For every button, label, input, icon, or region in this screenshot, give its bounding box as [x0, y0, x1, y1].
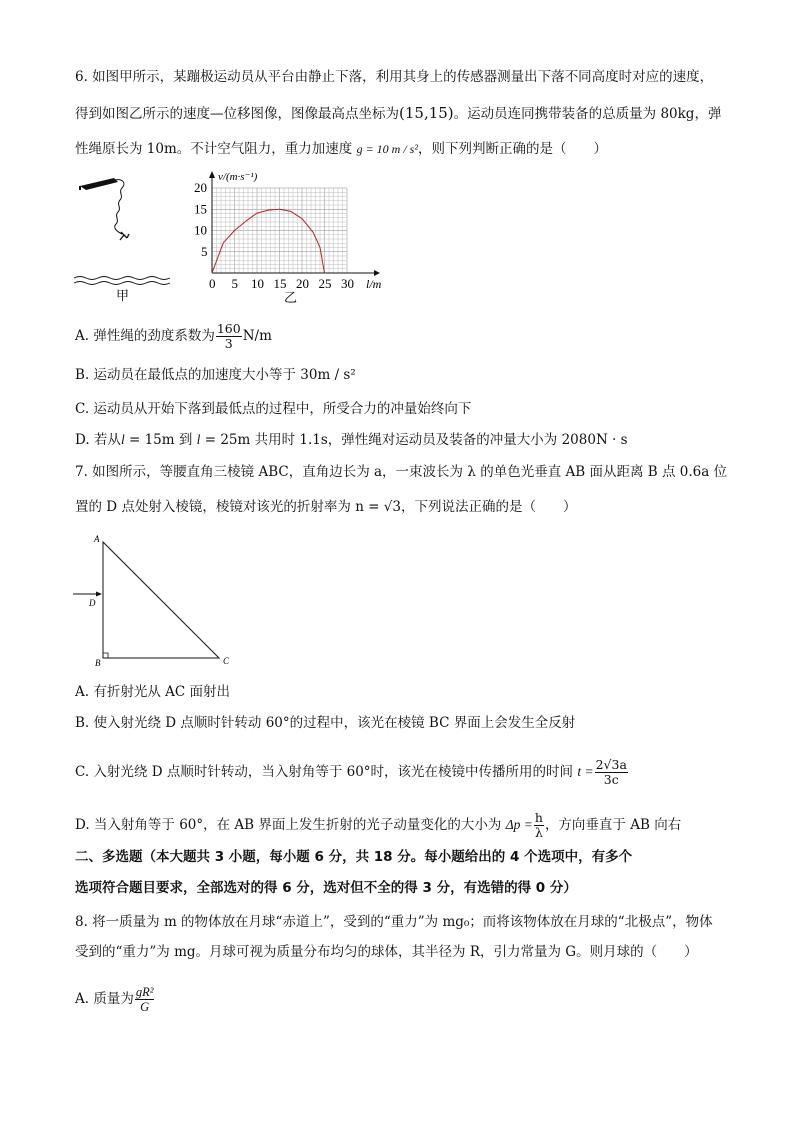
q6-gravity-value: g = 10 m / s²	[356, 142, 418, 156]
bungee-cord	[114, 180, 124, 234]
q7-line-1: 7. 如图所示，等腰直角三棱镜 ABC，直角边长为 a，一束波长为 λ 的单色光垂直 AB 面从距离 B 点 0.6a 位	[75, 464, 728, 480]
q6-line-3-text: 性绳原长为 10m。不计空气阻力，重力加速度	[75, 141, 353, 157]
q7-option-c-text: C. 入射光绕 D 点顺时针转动，当入射角等于 60°时，该光在棱镜中传播所用的时间	[75, 764, 574, 780]
x-tick-label: 15	[273, 276, 287, 291]
velocity-curve	[212, 209, 325, 273]
y-tick-label: 15	[194, 201, 207, 217]
q6-peak-coordinate: (15,15)	[399, 104, 454, 122]
x-axis-arrow	[374, 270, 380, 276]
y-tick-label: 10	[194, 222, 207, 238]
q8-option-a-text: A. 质量为	[75, 991, 134, 1007]
x-tick-label: 10	[251, 276, 264, 291]
platform-shape	[80, 178, 118, 190]
q7-option-d-dp: Δp =	[505, 817, 533, 832]
q6-option-b: B. 运动员在最低点的加速度大小等于 30m / s²	[75, 367, 356, 383]
q6-line-3	[75, 140, 607, 158]
x-tick-label: 20	[296, 276, 309, 291]
q6-option-a	[75, 322, 272, 351]
q6-option-d-text: D. 若从	[75, 432, 121, 448]
q8-line-2: 受到的“重力”为 mg。月球可视为质量分布均匀的球体，其半径为 R，引力常量为 G。则月球的（ ）	[75, 944, 698, 960]
q7-line-2: 置的 D 点处射入棱镜，棱镜对该光的折射率为 n = √3，下列说法正确的是（ ）	[75, 499, 577, 515]
x-axis-label: l/m	[366, 277, 382, 291]
x-tick-labels	[209, 276, 354, 291]
q6-option-d-mid2: = 25m 共用时 1.1s，弹性绳对运动员及装备的冲量大小为 2080N · s	[200, 432, 628, 448]
q6-option-a-fraction	[216, 322, 242, 351]
x-tick-label: 30	[341, 276, 354, 291]
q7-option-b: B. 使入射光绕 D 点顺时针转动 60°的过程中，该光在棱镜 BC 界面上会发生全反射	[75, 715, 576, 731]
figure-prism	[70, 532, 240, 672]
section-2-heading-line-2: 选项符合题目要求，全部选对的得 6 分，选对但不全的得 3 分，有选错的得 0 分）	[75, 880, 577, 896]
y-axis-arrow	[209, 171, 215, 178]
q6-option-d-mid1: = 15m 到	[124, 432, 197, 448]
x-tick-label: 25	[318, 276, 332, 291]
vertex-a-label: A	[94, 534, 100, 544]
fraction-denominator: G	[140, 1000, 150, 1014]
q7-option-d-fraction	[534, 811, 544, 840]
water-waves	[74, 277, 170, 285]
y-axis-label: v/(m·s⁻¹)	[218, 171, 258, 183]
fraction-denominator: 3	[224, 336, 233, 351]
q6-line-3-tail: ，则下列判断正确的是（ ）	[417, 141, 607, 157]
right-angle-mark	[103, 653, 108, 658]
x-tick-label: 0	[209, 276, 216, 291]
q7-option-d-tail: ，方向垂直于 AB 向右	[544, 817, 682, 833]
q8-option-a	[75, 985, 155, 1014]
jumper-figure	[120, 232, 129, 240]
q6-option-d	[75, 431, 628, 449]
q8-line-1: 8. 将一质量为 m 的物体放在月球“赤道上”，受到的“重力”为 mg₀；而将该物体放在月球的“北极点”，物体	[75, 914, 713, 930]
section-2-heading-line-1: 二、多选题（本大题共 3 小题，每小题 6 分，共 18 分。每小题给出的 4 个选项中，有多个	[75, 849, 633, 865]
q7-option-a: A. 有折射光从 AC 面射出	[75, 684, 230, 700]
incident-ray-arrow	[96, 592, 102, 597]
fraction-denominator: λ	[534, 825, 543, 840]
prism-triangle	[103, 542, 219, 658]
q7-option-d-text: D. 当入射角等于 60°，在 AB 界面上发生折射的光子动量变化的大小为	[75, 817, 502, 833]
y-tick-labels	[194, 180, 208, 259]
q8-option-a-fraction	[135, 985, 155, 1014]
q7-option-c	[75, 758, 629, 787]
q6-line-2	[75, 104, 721, 123]
q6-line-1: 6. 如图甲所示，某蹦极运动员从平台由静止下落，利用其身上的传感器测量出下落不同高度时对应的速度，	[75, 69, 714, 85]
y-tick-label: 5	[201, 243, 208, 259]
vertex-b-label: B	[95, 658, 101, 668]
q6-line-2-tail: 。运动员连同携带装备的总质量为 80kg，弹	[453, 106, 722, 122]
symbol-l: l	[196, 432, 201, 447]
q6-option-a-text: A. 弹性绳的劲度系数为	[75, 328, 215, 344]
figure-yi-label: 乙	[284, 290, 298, 305]
fraction-numerator: gR²	[135, 985, 154, 999]
figure-jia-label: 甲	[116, 288, 130, 302]
fraction-denominator: 3c	[603, 772, 619, 787]
x-tick-label: 5	[231, 276, 238, 291]
q7-option-c-fraction	[595, 758, 628, 787]
vertex-c-label: C	[223, 656, 230, 666]
point-d-label: D	[89, 598, 96, 608]
fraction-numerator: 2√3a	[595, 757, 627, 772]
symbol-l: l	[120, 432, 125, 447]
q6-option-a-unit: N/m	[242, 328, 272, 344]
q6-option-c: C. 运动员从开始下落到最低点的过程中，所受合力的冲量始终向下	[75, 401, 472, 417]
q6-line-2-text: 得到如图乙所示的速度—位移图像，图像最高点坐标为	[75, 106, 399, 122]
q7-option-c-t: t =	[577, 764, 594, 779]
q7-option-d	[75, 811, 681, 840]
figure-jia-bungee	[72, 172, 182, 302]
figure-yi-vl-graph	[188, 168, 398, 308]
y-tick-label: 20	[194, 180, 207, 195]
fraction-numerator: 160	[216, 321, 241, 336]
fraction-numerator: h	[534, 810, 543, 825]
chart-grid	[212, 188, 347, 273]
